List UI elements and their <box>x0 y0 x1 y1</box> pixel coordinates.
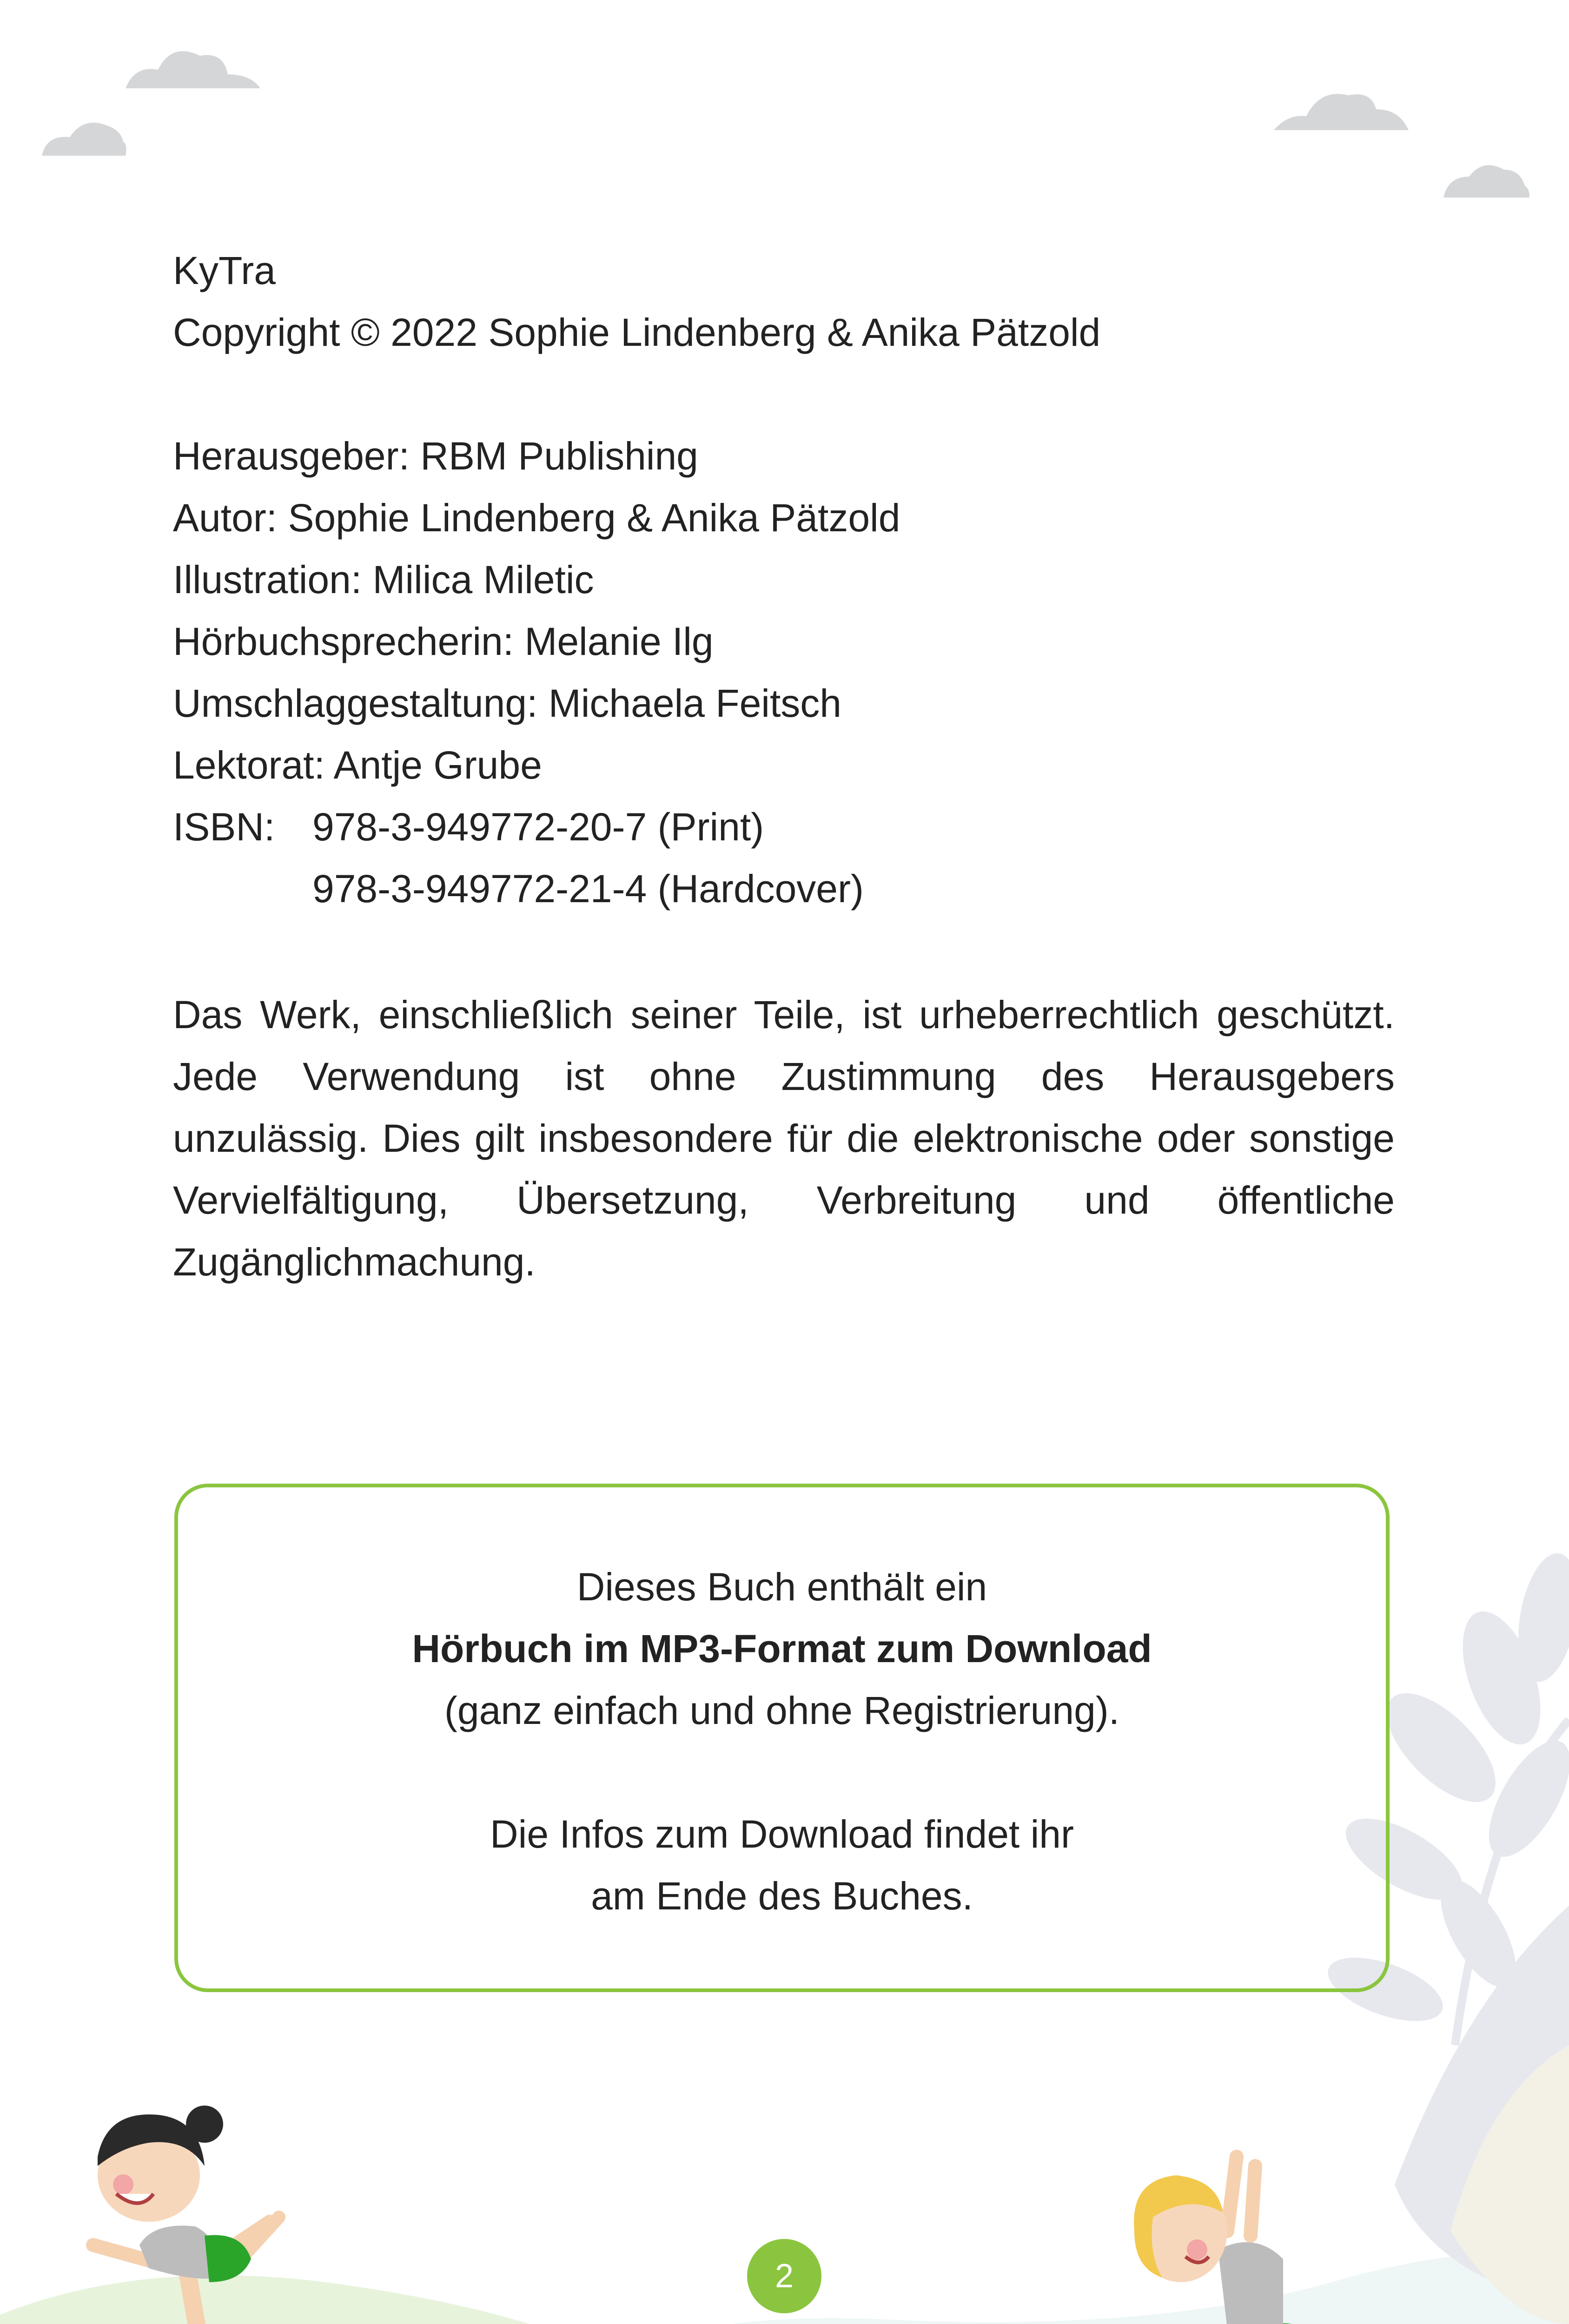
brand-name: KyTra <box>173 249 276 292</box>
narrator-line: Hörbuchsprecherin: Melanie Ilg <box>173 620 714 663</box>
info-line: Dieses Buch enthält ein <box>576 1565 987 1609</box>
cloud-icon <box>42 123 126 156</box>
download-info-text <box>178 1556 1386 1927</box>
publisher-line: Herausgeber: RBM Publishing <box>173 434 698 478</box>
isbn-print: 978-3-949772-20-7 (Print) <box>312 805 764 849</box>
cloud-icon <box>1443 165 1529 198</box>
legal-notice: Das Werk, einschließlich seiner Teile, ist urheberrechtlich geschützt. Jede Verwendung ist ohne Zustimmung des Herausgebers unzulässig. Dies gilt insbesondere für die elektronische oder sonstige Vervielfältigung, Übersetzung, Verbreitung und öffentliche Zugänglichmachung. <box>173 993 1395 1284</box>
isbn-row <box>173 796 1395 858</box>
author-line: Autor: Sophie Lindenberg & Anika Pätzold <box>173 496 900 540</box>
cloud-icon <box>1274 94 1409 130</box>
download-info-box <box>174 1484 1390 1992</box>
editing-line: Lektorat: Antje Grube <box>173 743 542 787</box>
page-number-badge: 2 <box>747 2239 821 2313</box>
cloud-icon <box>126 51 260 88</box>
info-line: am Ende des Buches. <box>591 1874 973 1918</box>
info-line-bold: Hörbuch im MP3-Format zum Download <box>412 1627 1152 1670</box>
isbn-label: ISBN: <box>173 805 275 849</box>
cover-design-line: Umschlaggestaltung: Michaela Feitsch <box>173 681 842 725</box>
isbn-hardcover: 978-3-949772-21-4 (Hardcover) <box>312 867 864 911</box>
illustration-line: Illustration: Milica Miletic <box>173 558 594 601</box>
copyright-line: Copyright © 2022 Sophie Lindenberg & Anika Pätzold <box>173 310 1101 354</box>
info-line: Die Infos zum Download findet ihr <box>490 1812 1074 1856</box>
info-line: (ganz einfach und ohne Registrierung). <box>444 1689 1120 1732</box>
isbn-row <box>173 858 1395 920</box>
credits-block <box>173 240 1395 920</box>
